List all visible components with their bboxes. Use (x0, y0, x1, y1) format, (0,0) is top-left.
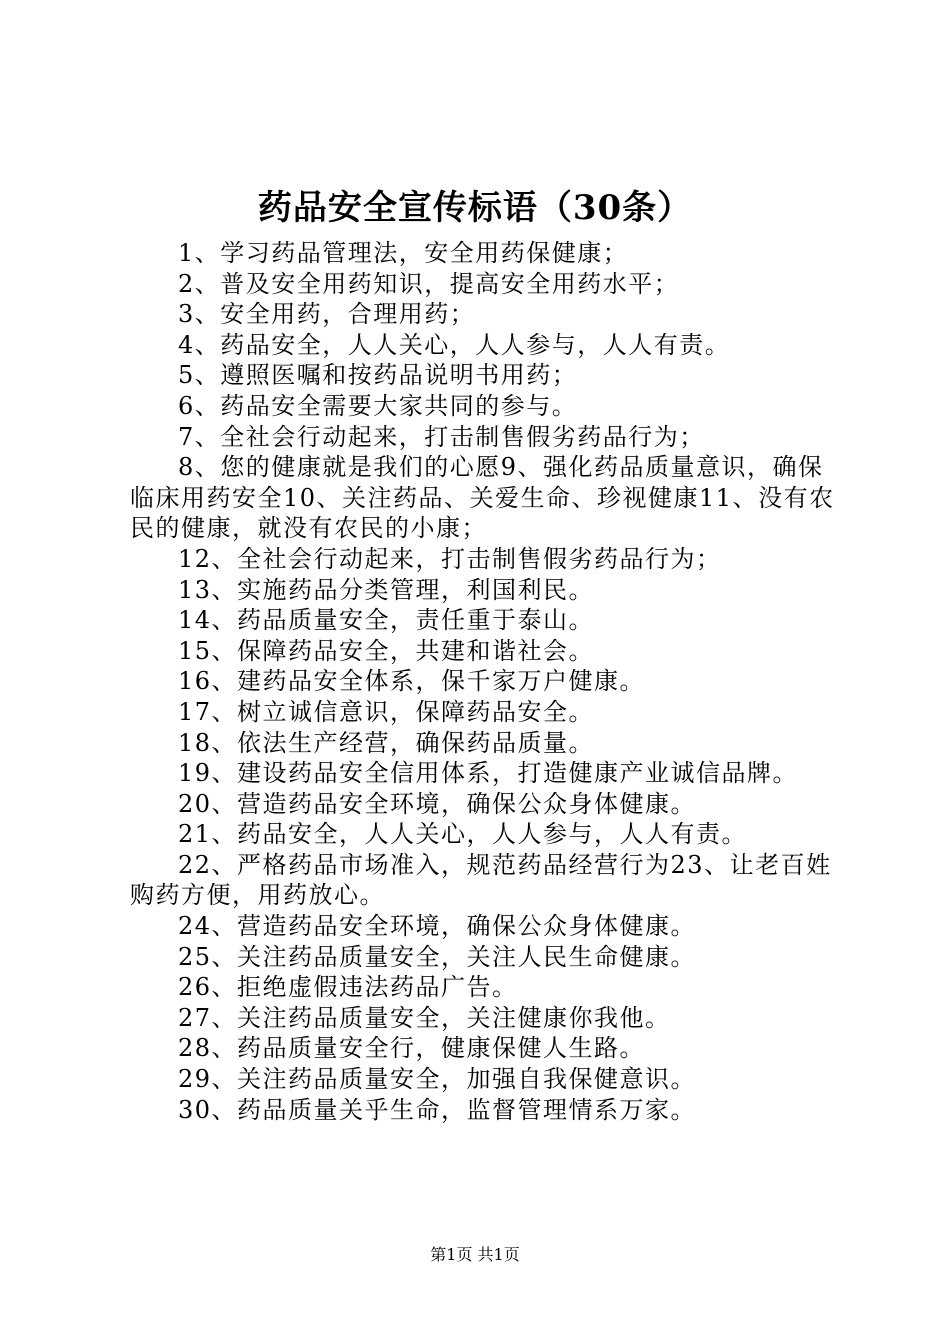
slogan-paragraph: 26、拒绝虚假违法药品广告。 (178, 973, 518, 1002)
slogan-paragraph: 25、关注药品质量安全，关注人民生命健康。 (178, 942, 697, 971)
slogan-paragraph: 20、营造药品安全环境，确保公众身体健康。 (178, 789, 697, 818)
slogan-paragraph: 18、依法生产经营，确保药品质量。 (178, 728, 595, 757)
slogan-paragraph: 15、保障药品安全，共建和谐社会。 (178, 636, 595, 665)
slogan-paragraph: 4、药品安全，人人关心，人人参与，人人有责。 (178, 330, 731, 359)
slogan-paragraph: 17、树立诚信意识，保障药品安全。 (178, 697, 595, 726)
slogan-paragraph: 2、普及安全用药知识，提高安全用药水平； (178, 269, 680, 298)
slogan-paragraph: 13、实施药品分类管理，利国利民。 (178, 575, 595, 604)
document-body (130, 238, 835, 1125)
slogan-paragraph: 24、营造药品安全环境，确保公众身体健康。 (178, 912, 697, 941)
slogan-paragraph: 12、全社会行动起来，打击制售假劣药品行为； (178, 544, 722, 573)
slogan-paragraph: 16、建药品安全体系，保千家万户健康。 (178, 667, 646, 696)
page-number-footer: 第1页 共1页 (430, 1245, 520, 1264)
slogan-paragraph: 7、全社会行动起来，打击制售假劣药品行为； (178, 422, 705, 451)
slogan-paragraph: 6、药品安全需要大家共同的参与。 (178, 391, 578, 420)
slogan-paragraph: 1、学习药品管理法，安全用药保健康； (178, 239, 629, 267)
document-title: 药品安全宣传标语（30条） (257, 188, 693, 228)
slogan-paragraph: 27、关注药品质量安全，关注健康你我他。 (178, 1003, 671, 1032)
slogan-paragraph: 28、药品质量安全行，健康保健人生路。 (178, 1034, 646, 1063)
slogan-paragraph: 5、遵照医嘱和按药品说明书用药； (178, 361, 578, 390)
slogan-paragraph: 3、安全用药，合理用药； (178, 300, 476, 329)
slogan-paragraph: 30、药品质量关乎生命，监督管理情系万家。 (178, 1095, 697, 1124)
slogan-paragraph: 21、药品安全，人人关心，人人参与，人人有责。 (178, 820, 748, 849)
slogan-paragraph: 8、您的健康就是我们的心愿9、强化药品质量意识，确保临床用药安全10、关注药品、关爱生命、珍视健康11、没有农民的健康，就没有农民的小康； (130, 453, 835, 543)
slogan-paragraph: 14、药品质量安全，责任重于泰山。 (178, 606, 595, 635)
slogan-paragraph: 19、建设药品安全信用体系，打造健康产业诚信品牌。 (178, 759, 799, 788)
slogan-paragraph: 22、严格药品市场准入，规范药品经营行为23、让老百姓购药方便，用药放心。 (130, 850, 832, 910)
slogan-paragraph: 29、关注药品质量安全，加强自我保健意识。 (178, 1065, 697, 1094)
